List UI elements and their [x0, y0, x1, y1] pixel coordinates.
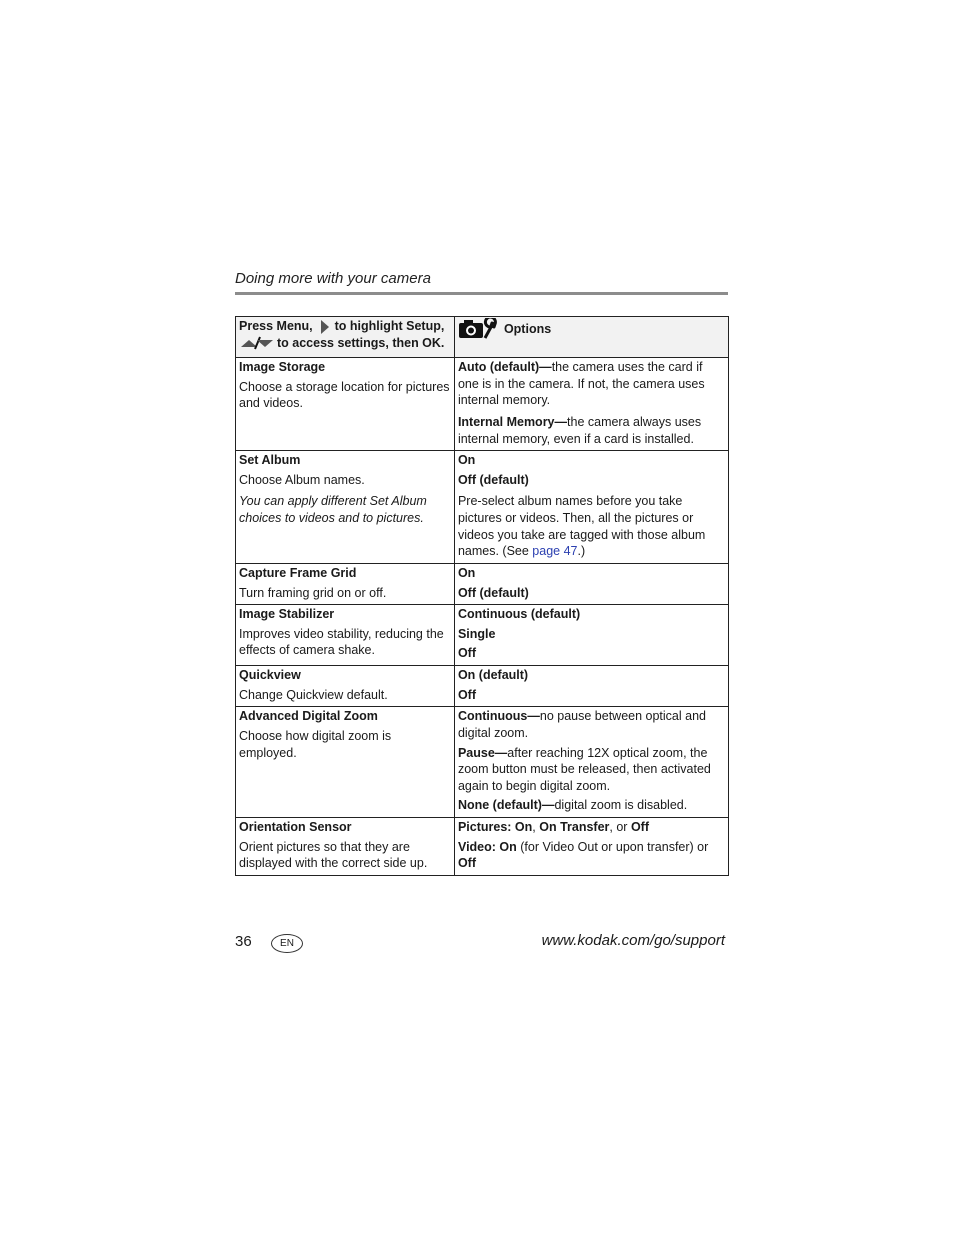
- table-row: [236, 707, 729, 818]
- header-rule: [235, 292, 728, 295]
- option-label: Video: On: [457, 839, 517, 854]
- option-label: Single: [457, 626, 496, 641]
- option-label: Off (default): [457, 472, 529, 487]
- header-instructions: [236, 317, 455, 358]
- option-entry: [458, 745, 725, 795]
- option-entry: [458, 414, 725, 447]
- setting-description: Choose how digital zoom is employed.: [239, 728, 392, 760]
- setting-cell: [236, 358, 455, 451]
- option-entry: [458, 797, 725, 814]
- option-label: Off: [457, 646, 477, 661]
- option-text: after reaching 12X optical zoom, the zoom button must be released, then activated again to begin digital zoom.: [457, 745, 711, 793]
- setting-title: Image Storage: [239, 360, 326, 374]
- setting-title: Capture Frame Grid: [239, 565, 357, 580]
- table-row: [236, 563, 729, 604]
- options-cell: [454, 451, 728, 564]
- setting-description: Choose a storage location for pictures and videos.: [239, 379, 450, 411]
- option-text: the camera always uses internal memory, even if a card is installed.: [457, 414, 702, 446]
- option-label: On: [457, 565, 476, 580]
- setting-cell: [236, 563, 455, 604]
- options-cell: [454, 666, 728, 707]
- page-number: 36: [235, 933, 252, 950]
- support-url[interactable]: www.kodak.com/go/support: [541, 932, 725, 949]
- right-arrow-icon: [321, 320, 329, 334]
- option-label: Internal Memory—: [457, 414, 568, 429]
- table-row: [236, 358, 729, 451]
- setting-description: Turn framing grid on or off.: [239, 585, 387, 600]
- page-link[interactable]: page 47: [532, 544, 578, 559]
- option-text: .): [577, 544, 586, 559]
- option-text: no pause between optical and digital zoom.: [457, 709, 706, 740]
- table-row: [236, 666, 729, 707]
- options-cell: [454, 818, 728, 876]
- setting-description: Change Quickview default.: [239, 687, 388, 702]
- option-text: (for Video Out or upon transfer) or: [516, 839, 709, 854]
- options-cell: [454, 563, 728, 604]
- setting-description: Improves video stability, reducing the effects of camera shake.: [239, 626, 444, 658]
- settings-table: [235, 316, 729, 876]
- options-cell: [454, 358, 728, 451]
- setting-title: Orientation Sensor: [239, 820, 352, 834]
- option-label: Pause—: [457, 745, 508, 760]
- option-label: On (default): [457, 668, 529, 682]
- option-text: digital zoom is disabled.: [554, 798, 688, 813]
- option-label: Off: [457, 687, 477, 702]
- setting-cell: [236, 707, 455, 818]
- setting-title: Advanced Digital Zoom: [239, 709, 378, 724]
- option-entry: [458, 819, 725, 836]
- table-header-row: [236, 317, 729, 358]
- header-instr-part2: to highlight Setup,: [334, 319, 445, 333]
- option-text: , or: [609, 820, 631, 834]
- setting-cell: [236, 666, 455, 707]
- option-entry: [458, 839, 725, 872]
- option-text: Pre-select album names before you take pictures or videos. Then, all the pictures or videos you take are tagged with those album names. (See: [457, 494, 706, 559]
- option-label: Off (default): [457, 585, 529, 600]
- option-description: [458, 493, 725, 560]
- options-cell: [454, 605, 728, 666]
- header-instr-part1: Press Menu,: [239, 319, 313, 333]
- option-label: On Transfer: [539, 820, 610, 834]
- header-options: [454, 317, 728, 358]
- setting-cell: [236, 451, 455, 564]
- setting-title: Image Stabilizer: [239, 607, 335, 622]
- up-down-arrow-icon: [239, 336, 273, 350]
- setting-note: You can apply different Set Album choices to videos and to pictures.: [239, 494, 427, 525]
- option-label: Continuous (default): [457, 607, 581, 622]
- table-row: [236, 605, 729, 666]
- options-header-label: Options: [503, 321, 552, 336]
- setting-cell: [236, 818, 455, 876]
- option-entry: [458, 359, 725, 409]
- setting-title: Set Album: [239, 453, 301, 468]
- language-badge: EN: [271, 934, 303, 953]
- setting-title: Quickview: [239, 668, 301, 682]
- option-label: None (default)—: [457, 798, 555, 813]
- header-instr-part3: to access settings, then OK.: [277, 335, 445, 350]
- camera-wrench-icon: [458, 318, 498, 340]
- option-label: Off: [630, 820, 650, 834]
- option-text: the camera uses the card if one is in the camera. If not, the camera uses internal memory.: [457, 360, 705, 408]
- option-label: On: [457, 453, 476, 468]
- page-header-title: Doing more with your camera: [235, 270, 431, 287]
- setting-description: Orient pictures so that they are displayed with the correct side up.: [239, 839, 428, 871]
- option-label: Off: [457, 856, 477, 871]
- option-label: Continuous—: [457, 709, 540, 724]
- table-row: [236, 818, 729, 876]
- option-label: Auto (default)—: [457, 360, 552, 374]
- setting-cell: [236, 605, 455, 666]
- setting-description: Choose Album names.: [239, 472, 365, 487]
- table-row: [236, 451, 729, 564]
- option-label: Pictures: On: [457, 820, 533, 834]
- option-entry: [458, 708, 725, 741]
- options-cell: [454, 707, 728, 818]
- option-text: ,: [532, 820, 540, 834]
